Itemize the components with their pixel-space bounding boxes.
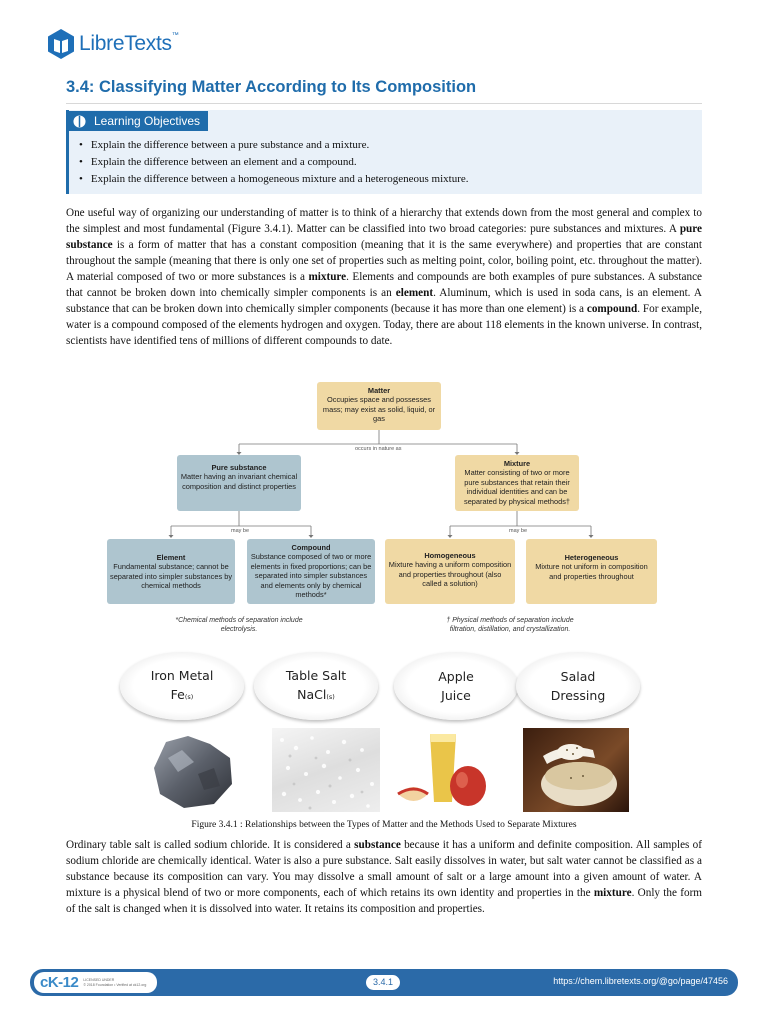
homogeneous-title: Homogeneous bbox=[424, 551, 476, 560]
libretexts-logo-icon bbox=[46, 28, 76, 60]
example-state: (s) bbox=[326, 692, 335, 701]
apple-juice-photo bbox=[394, 728, 488, 812]
text-run: because it has a uniform and definite composition. All samples of sodium chloride are chemically identical. Water is also a pure substance. Salt easily dissolves in water, but salt water cannot be classified as a substance because its composition can vary. You may dissolve a small amount of salt or a large amount into a given amount of water. A mixture is a physical blend of two or more components, each of which retains its own identity and properties in the bbox=[66, 839, 702, 899]
element-description: Fundamental substance; cannot be separated into simpler substances by chemical methods bbox=[110, 562, 233, 591]
compound-title: Compound bbox=[291, 543, 331, 552]
example-oval-salad-dressing bbox=[516, 652, 640, 720]
homogeneous-description: Mixture having a uniform composition and properties throughout (also called a solution) bbox=[388, 560, 512, 589]
may-be-label-left: may be bbox=[231, 528, 250, 534]
dressing-bowl-image bbox=[523, 728, 629, 812]
pure-substance-title: Pure substance bbox=[211, 463, 267, 472]
objective-item: • Explain the difference between a pure substance and a mixture. bbox=[79, 137, 469, 154]
page-url-link[interactable]: https://chem.libretexts.org/@go/page/47456 bbox=[553, 976, 728, 986]
example-line2: NaCl bbox=[297, 686, 327, 702]
matter-description: Occupies space and possesses mass; may exist as solid, liquid, or gas bbox=[322, 395, 436, 424]
salt-crystals-image bbox=[272, 728, 380, 812]
objectives-list bbox=[79, 137, 469, 188]
example-oval-salt bbox=[254, 652, 378, 720]
pure-substance-box bbox=[177, 455, 301, 511]
ck12-logo: cK-12 bbox=[40, 974, 79, 991]
matter-box bbox=[317, 382, 441, 430]
text-run: Ordinary table salt is called sodium chloride. It is considered a bbox=[66, 839, 355, 851]
term-element: element bbox=[395, 287, 434, 299]
physical-methods-note: † Physical methods of separation include filtration, distillation, and crystallization. bbox=[446, 617, 574, 633]
homogeneous-box bbox=[385, 539, 515, 604]
intro-paragraph bbox=[66, 205, 702, 349]
example-line2: Fe bbox=[170, 686, 185, 702]
text-run: One useful way of organizing our understanding of matter is to think of a hierarchy that extends down from the most general and complex to the simplest and most fundamental (Figure bbox=[66, 207, 702, 235]
mixture-title: Mixture bbox=[503, 459, 531, 468]
pure-substance-description: Matter having an invariant chemical composition and distinct properties bbox=[180, 472, 298, 491]
matter-title: Matter bbox=[367, 386, 391, 395]
libretexts-logo[interactable] bbox=[46, 27, 178, 61]
compound-description: Substance composed of two or more elements in fixed proportions; can be separated into simpler substances and elements only by chemical methods* bbox=[250, 552, 372, 600]
example-line1: Iron Metal bbox=[150, 667, 214, 683]
iron-metal-photo bbox=[148, 728, 236, 812]
salt-paragraph bbox=[66, 837, 702, 917]
page-number: 3.4.1 bbox=[366, 975, 400, 990]
learning-objectives-heading: Learning Objectives bbox=[94, 114, 201, 128]
example-state: (s) bbox=[184, 692, 194, 701]
example-line1: Apple bbox=[438, 669, 474, 684]
objective-item: • Explain the difference between a homogeneous mixture and a heterogeneous mixture. bbox=[79, 171, 469, 188]
compound-box bbox=[247, 539, 375, 604]
figure-reference-link[interactable]: 3.4.1 bbox=[264, 223, 287, 235]
text-run: . Only the form of the salt is changed when it is dissolved into water. It retains its composition and properties. bbox=[66, 887, 703, 915]
iron-chunk-image bbox=[148, 728, 236, 812]
heterogeneous-description: Mixture not uniform in composition and properties throughout bbox=[535, 562, 648, 581]
juice-glass-image bbox=[394, 728, 488, 812]
objectives-icon bbox=[73, 115, 86, 128]
ck12-copyright: © 2018 Foundation • Verified at ck12.org bbox=[83, 982, 147, 987]
logo-tm: ™ bbox=[171, 32, 179, 39]
matter-classification-diagram bbox=[105, 382, 660, 644]
term-mixture: mixture bbox=[308, 271, 347, 283]
text-run: is a form of matter that has a constant composition (meaning that it is the same everywhere) and properties that are constant throughout the sample (meaning that there is only one set of properties such as melting point, color, boiling point, etc. throughout the matter). A material composed of two or more substances is a bbox=[66, 239, 702, 283]
term-mixture: mixture bbox=[593, 887, 632, 899]
mixture-box bbox=[455, 455, 579, 511]
text-run: . Elements and compounds are both examples of pure substances. A substance that cannot be broken down into chemically simpler components is an bbox=[66, 271, 703, 299]
ck12-license: LICENSED UNDER bbox=[83, 978, 115, 982]
element-box bbox=[107, 539, 235, 604]
ck12-badge[interactable] bbox=[34, 972, 157, 993]
page-footer bbox=[30, 969, 738, 996]
term-substance: substance bbox=[354, 839, 401, 851]
learning-objectives-box bbox=[66, 110, 702, 194]
text-run: ). Matter can be classified into two broad categories: pure substances and mixtures. A bbox=[286, 223, 680, 235]
page-title: 3.4: Classifying Matter According to Its Composition bbox=[66, 78, 702, 104]
term-pure-substance: pure substance bbox=[66, 223, 702, 251]
element-title: Element bbox=[156, 553, 186, 562]
heterogeneous-title: Heterogeneous bbox=[564, 553, 619, 562]
chemical-methods-note: *Chemical methods of separation include electrolysis. bbox=[175, 617, 303, 633]
example-labels bbox=[120, 652, 640, 724]
example-oval-iron bbox=[120, 652, 244, 720]
example-line2: Juice bbox=[441, 688, 471, 703]
example-line2: Dressing bbox=[550, 688, 606, 703]
text-run: . For example, water is a compound composed of the elements hydrogen and oxygen. Today, there are about 118 elements in the known universe. In contrast, scientists have identified tens of millions of different compounds to date. bbox=[66, 303, 702, 347]
heterogeneous-box bbox=[526, 539, 657, 604]
may-be-label-right: may be bbox=[509, 528, 528, 534]
learning-objectives-header bbox=[69, 111, 208, 131]
example-line1: Salad bbox=[560, 669, 596, 684]
term-compound: compound bbox=[586, 303, 638, 315]
example-oval-apple-juice bbox=[394, 652, 518, 720]
logo-text: LibreTexts bbox=[79, 32, 172, 55]
occurs-in-nature-label: occurs in nature as bbox=[355, 446, 402, 452]
objective-item: • Explain the difference between an element and a compound. bbox=[79, 154, 469, 171]
salad-dressing-photo bbox=[523, 728, 629, 812]
example-line1: Table Salt bbox=[285, 667, 347, 683]
text-run: . Aluminum, which is used in soda cans, is an element. A substance that can be broken down into chemically simpler components (because it has more than one element) is a bbox=[66, 287, 702, 315]
mixture-description: Matter consisting of two or more pure substances that retain their individual identities and can be separated by physical methods† bbox=[464, 468, 570, 506]
table-salt-photo bbox=[272, 728, 380, 812]
figure-caption: Figure 3.4.1 : Relationships between the Types of Matter and the Methods Used to Separate Mixtures bbox=[191, 820, 577, 830]
